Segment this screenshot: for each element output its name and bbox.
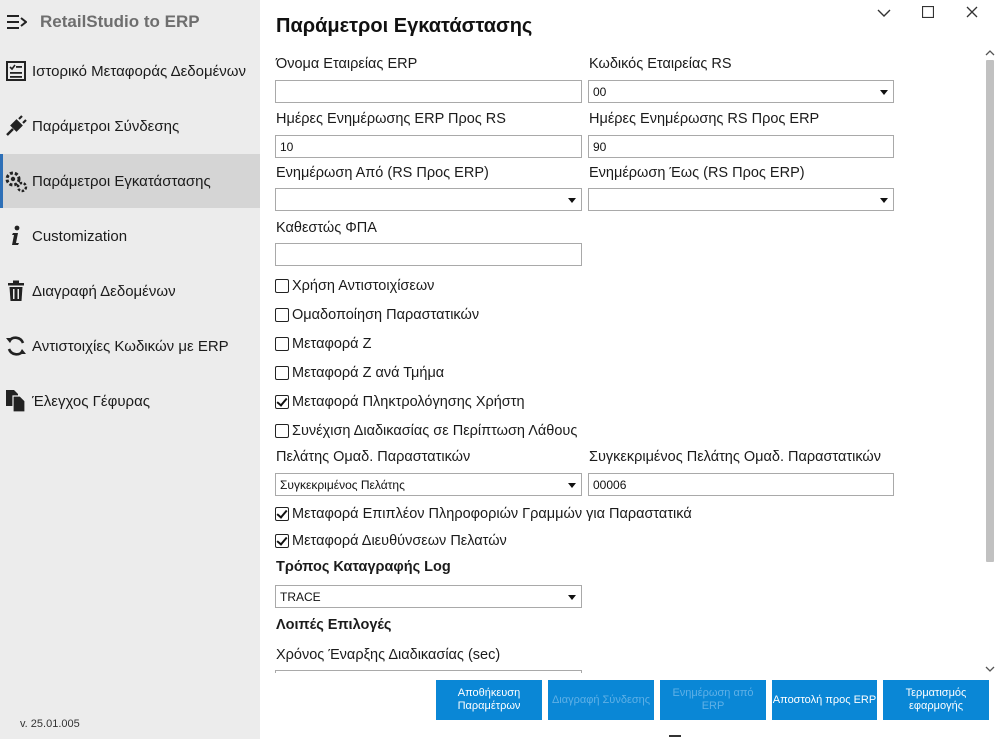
- sidebar-item-label: Παράμετροι Σύνδεσης: [32, 117, 180, 135]
- sidebar-item-bridge-check[interactable]: [0, 374, 260, 428]
- update-to-select[interactable]: [588, 188, 894, 211]
- app-title: RetailStudio to ERP: [40, 12, 200, 31]
- days-erp-to-rs-field[interactable]: 10: [275, 135, 582, 158]
- checkbox-box: [275, 308, 289, 322]
- refresh-icon: [4, 334, 28, 358]
- send-to-erp-button[interactable]: Αποστολή προς ERP: [772, 680, 877, 720]
- select-value: 00: [593, 85, 607, 99]
- days-erp-to-rs-label: Ημέρες Ενημέρωσης ERP Προς RS: [276, 111, 506, 127]
- exit-application-button[interactable]: Τερματισμός εφαρμογής: [883, 680, 989, 720]
- delete-connection-button[interactable]: Διαγραφή Σύνδεσης: [548, 680, 654, 720]
- days-rs-to-erp-label: Ημέρες Ενημέρωσης RS Προς ERP: [589, 111, 820, 127]
- checkbox-label: Ομαδοποίηση Παραστατικών: [292, 307, 480, 323]
- checkbox-box: [275, 424, 289, 438]
- chevron-down-icon: [877, 5, 891, 21]
- scroll-up-icon[interactable]: [985, 44, 995, 60]
- group-customer-label: Πελάτης Ομαδ. Παραστατικών: [276, 449, 471, 465]
- transfer-extra-line-info-checkbox[interactable]: [275, 504, 692, 524]
- update-to-label: Ενημέρωση Έως (RS Προς ERP): [589, 165, 805, 181]
- vertical-scrollbar[interactable]: [982, 40, 998, 674]
- use-mappings-checkbox[interactable]: [275, 276, 434, 296]
- sidebar-item-erp-code-mappings[interactable]: [0, 319, 260, 373]
- gears-icon: [4, 169, 28, 193]
- checkbox-label: Χρήση Αντιστοιχίσεων: [292, 278, 435, 294]
- close-button[interactable]: [950, 0, 994, 26]
- sidebar-item-connection-parameters[interactable]: [0, 99, 260, 153]
- update-from-select[interactable]: [275, 188, 582, 211]
- checkbox-label: Συνέχιση Διαδικασίας σε Περίπτωση Λάθους: [292, 423, 578, 439]
- checkbox-label: Μεταφορά Επιπλέον Πληροφοριών Γραμμών για Παραστατικά: [292, 506, 692, 522]
- page-title: Παράμετροι Εγκατάστασης: [276, 15, 533, 37]
- info-icon: [4, 224, 28, 248]
- continue-on-error-checkbox[interactable]: [275, 421, 577, 441]
- sidebar-item-label: Customization: [32, 227, 128, 245]
- specific-customer-field[interactable]: 00006: [588, 473, 894, 496]
- dropdown-arrow-icon: [880, 90, 888, 95]
- scroll-thumb[interactable]: [986, 60, 994, 562]
- start-time-label: Χρόνος Έναρξης Διαδικασίας (sec): [276, 647, 501, 663]
- transfer-customer-addresses-checkbox[interactable]: [275, 531, 507, 551]
- sidebar-item-label: Έλεγχος Γέφυρας: [32, 392, 150, 410]
- checkbox-label: Μεταφορά Πληκτρολόγησης Χρήστη: [292, 394, 525, 410]
- group-documents-checkbox[interactable]: [275, 305, 479, 325]
- checkbox-label: Μεταφορά Ζ ανά Τμήμα: [292, 365, 445, 381]
- select-value: Συγκεκριμένος Πελάτης: [280, 478, 405, 492]
- save-parameters-button[interactable]: Αποθήκευση Παραμέτρων: [436, 680, 542, 720]
- hamburger-menu-icon[interactable]: [7, 14, 27, 30]
- log-mode-select[interactable]: [275, 585, 582, 608]
- collapse-button[interactable]: [862, 0, 906, 26]
- sidebar-item-installation-parameters[interactable]: [0, 154, 260, 208]
- app-version: v. 25.01.005: [20, 718, 80, 730]
- scroll-down-icon[interactable]: [985, 660, 995, 676]
- sidebar-item-label: Αντιστοιχίες Κωδικών με ERP: [32, 337, 229, 355]
- transfer-z-per-department-checkbox[interactable]: [275, 363, 444, 383]
- sidebar-item-transfer-history[interactable]: [0, 44, 260, 98]
- select-value: TRACE: [280, 590, 321, 604]
- start-time-field[interactable]: [275, 670, 582, 673]
- transfer-user-keystrokes-checkbox[interactable]: [275, 392, 525, 412]
- erp-company-name-field[interactable]: [275, 80, 582, 103]
- sidebar-item-label: Ιστορικό Μεταφοράς Δεδομένων: [32, 62, 247, 80]
- transfer-z-checkbox[interactable]: [275, 334, 371, 354]
- sidebar-item-label: Διαγραφή Δεδομένων: [32, 282, 176, 300]
- checkbox-box-checked: [275, 534, 289, 548]
- vat-status-label: Καθεστώς ΦΠΑ: [276, 220, 377, 236]
- maximize-button[interactable]: [906, 0, 950, 26]
- dropdown-arrow-icon: [568, 198, 576, 203]
- checkbox-box-checked: [275, 507, 289, 521]
- resize-grip: [669, 735, 681, 737]
- other-options-heading: Λοιπές Επιλογές: [276, 617, 392, 633]
- checkbox-label: Μεταφορά Ζ: [292, 336, 372, 352]
- dropdown-arrow-icon: [880, 198, 888, 203]
- update-from-label: Ενημέρωση Από (RS Προς ERP): [276, 165, 489, 181]
- checkbox-label: Μεταφορά Διευθύνσεων Πελατών: [292, 533, 507, 549]
- checkbox-box: [275, 366, 289, 380]
- app-header: [0, 0, 260, 44]
- sidebar-item-delete-data[interactable]: [0, 264, 260, 318]
- days-rs-to-erp-field[interactable]: 90: [588, 135, 894, 158]
- trash-icon: [4, 279, 28, 303]
- rs-company-code-label: Κωδικός Εταιρείας RS: [589, 56, 732, 72]
- checkbox-box: [275, 337, 289, 351]
- specific-customer-label: Συγκεκριμένος Πελάτης Ομαδ. Παραστατικών: [589, 449, 881, 465]
- dropdown-arrow-icon: [568, 483, 576, 488]
- log-mode-heading: Τρόπος Καταγραφής Log: [276, 559, 451, 575]
- plug-icon: [4, 114, 28, 138]
- vat-status-field[interactable]: [275, 243, 582, 266]
- update-from-erp-button[interactable]: Ενημέρωση από ERP: [660, 680, 766, 720]
- dropdown-arrow-icon: [568, 595, 576, 600]
- checkbox-box-checked: [275, 395, 289, 409]
- checkbox-box: [275, 279, 289, 293]
- documents-icon: [4, 389, 28, 413]
- sidebar: [0, 0, 260, 739]
- close-icon: [966, 5, 978, 21]
- maximize-icon: [922, 5, 934, 21]
- group-customer-select[interactable]: [275, 473, 582, 496]
- erp-company-name-label: Όνομα Εταιρείας ERP: [276, 56, 418, 72]
- checklist-icon: [4, 59, 28, 83]
- sidebar-item-customization[interactable]: [0, 209, 260, 263]
- rs-company-code-select[interactable]: [588, 80, 894, 103]
- sidebar-item-label: Παράμετροι Εγκατάστασης: [32, 172, 211, 190]
